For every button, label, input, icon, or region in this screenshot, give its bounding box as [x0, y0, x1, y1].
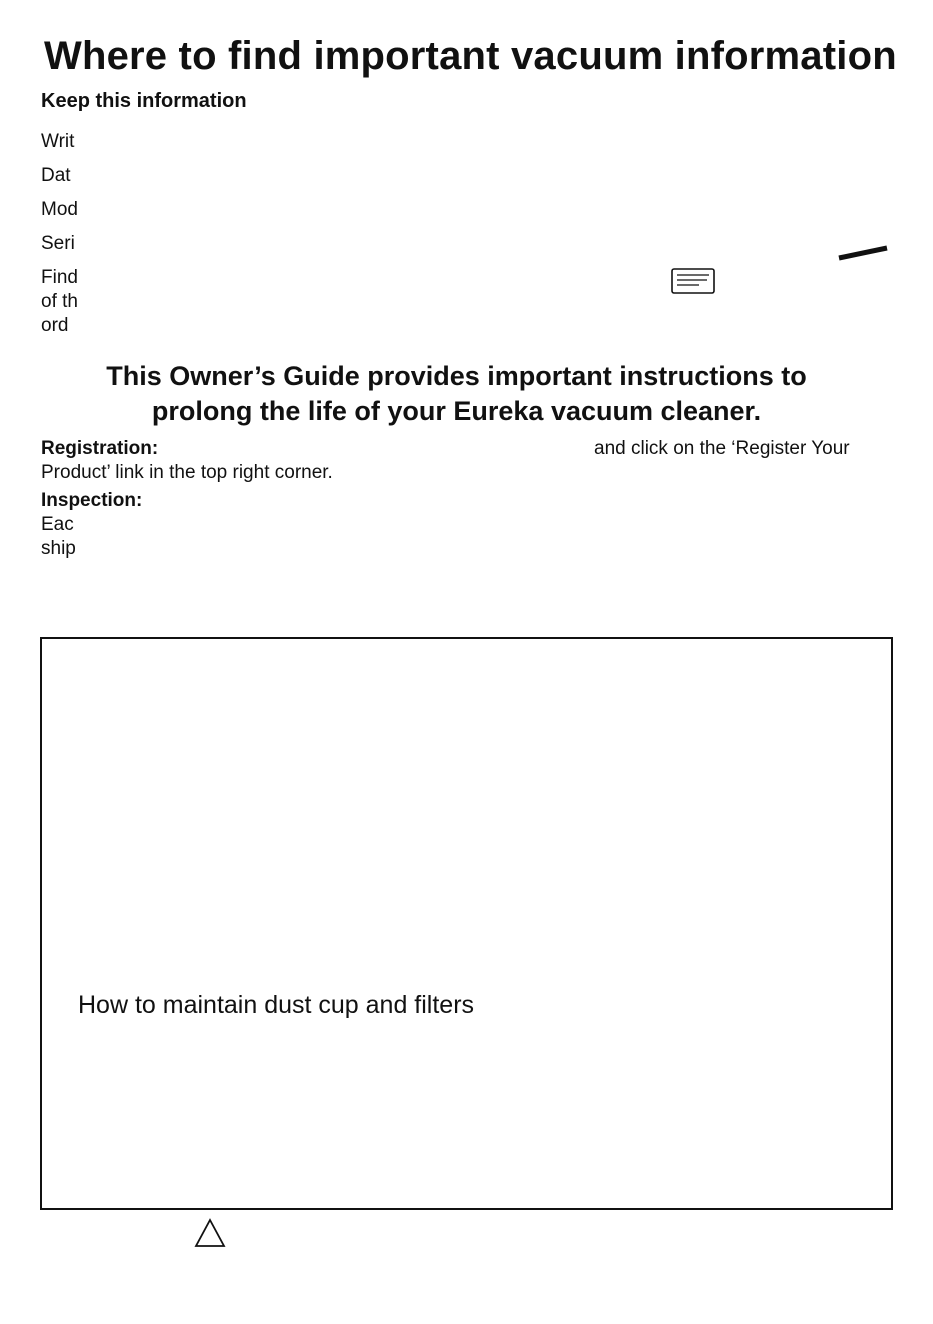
- info-line-serial: Seri: [41, 233, 75, 254]
- info-line-date: Dat: [41, 165, 71, 186]
- registration-text: and click on the ‘Register Your: [594, 438, 850, 459]
- guide-statement-line2: prolong the life of your Eureka vacuum cleaner.: [151, 396, 762, 426]
- inspection-label: Inspection:: [41, 490, 143, 511]
- inspection-text-line2: ship: [41, 538, 76, 559]
- info-line-model: Mod: [41, 199, 78, 220]
- warning-triangle-icon: [193, 1217, 227, 1249]
- info-line-written: Writ: [41, 131, 75, 152]
- box-caption-dust-cup: How to maintain dust cup and filters: [78, 991, 475, 1019]
- info-line-of-the: of th: [41, 291, 78, 312]
- page-title: Where to find important vacuum information: [44, 34, 897, 78]
- inspection-text-line1: Eac: [41, 514, 74, 535]
- marker-stroke-icon: [836, 240, 892, 264]
- registration-label: Registration:: [41, 438, 159, 459]
- registration-text-line2: Product’ link in the top right corner.: [41, 462, 333, 483]
- info-line-find: Find: [41, 267, 78, 288]
- guide-statement-line1: This Owner’s Guide provides important instructions to: [106, 361, 807, 391]
- contents-box: [40, 637, 893, 1210]
- info-line-cord: ord: [41, 315, 69, 336]
- serial-label-icon: [671, 268, 717, 296]
- section-heading-keep-info: Keep this information: [41, 90, 247, 112]
